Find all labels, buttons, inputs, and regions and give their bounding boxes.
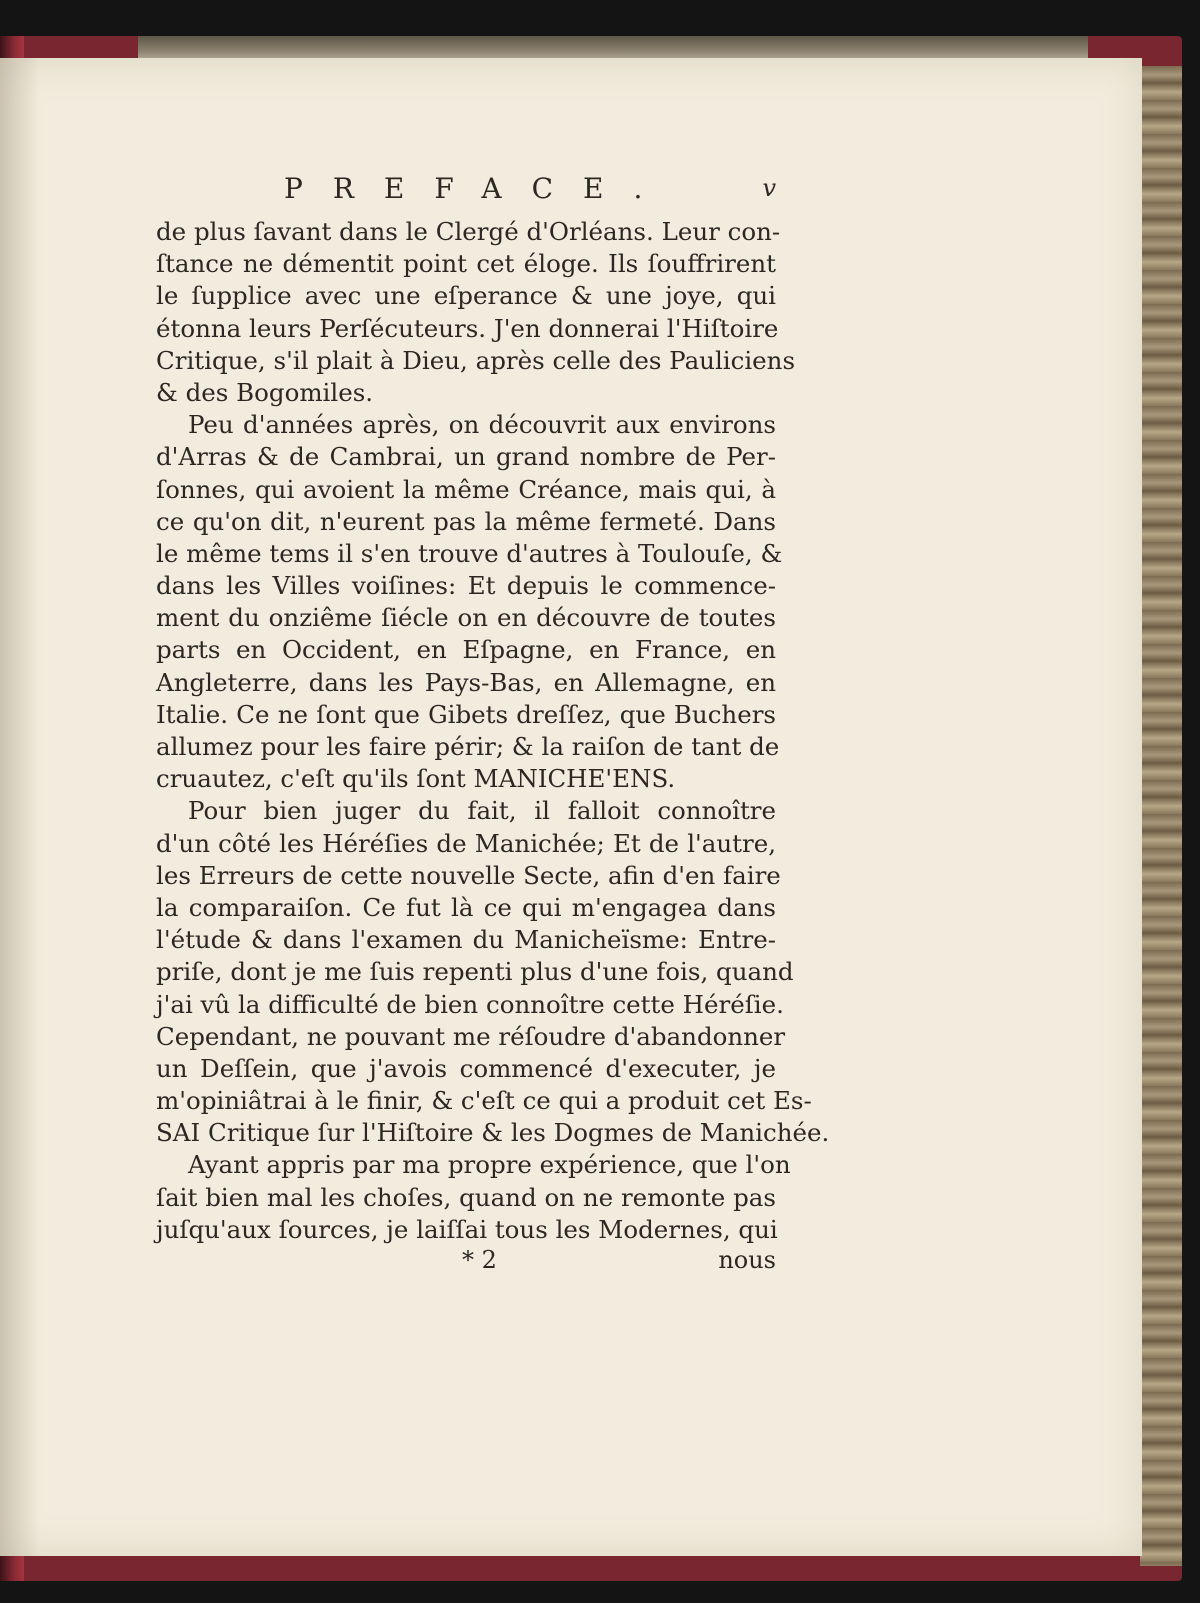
text-line: ment du onziême ſiécle on en découvre de toutes <box>156 603 776 633</box>
text-line: étonna leurs Perſécuteurs. J'en donnerai l'Hiſtoire <box>156 313 779 343</box>
text-line: ce qu'on dit, n'eurent pas la même fermeté. Dans <box>156 506 776 536</box>
text-line: Italie. Ce ne ſont que Gibets dreſſez, que Buchers <box>156 699 776 729</box>
text-line: SAI Critique ſur l'Hiſtoire & les Dogmes de Manichée. <box>156 1118 830 1148</box>
text-block <box>156 172 830 1280</box>
text-line: le ſupplice avec une eſperance & une joye, qui <box>156 281 776 311</box>
text-line: d'Arras & de Cambrai, un grand nombre de Per- <box>156 442 776 472</box>
text-line: allumez pour les faire périr; & la raiſon de tant de <box>156 732 780 761</box>
signature-mark: * 2 <box>462 1246 497 1274</box>
text-line: juſqu'aux ſources, je laiſſai tous les Modernes, qui <box>156 1214 778 1244</box>
text-line: la comparaiſon. Ce fut là ce qui m'engagea dans <box>156 892 776 922</box>
text-line: Critique, s'il plait à Dieu, après celle des Pauliciens <box>156 345 796 375</box>
page-edges-right <box>1140 66 1182 1566</box>
text-line: ſonnes, qui avoient la même Créance, mais qui, à <box>156 474 776 504</box>
page-footer <box>156 1246 776 1280</box>
text-line: les Erreurs de cette nouvelle Secte, afin d'en faire <box>156 860 781 890</box>
text-line: Peu d'années après, on découvrit aux environs <box>188 410 776 440</box>
text-line: de plus ſavant dans le Clergé d'Orléans. Leur con- <box>156 217 781 246</box>
page-gutter-shadow <box>0 58 40 1556</box>
text-line: Cependant, ne pouvant me réſoudre d'abandonner <box>156 1021 786 1051</box>
text-line: ſait bien mal les choſes, quand on ne remonte pas <box>156 1182 776 1212</box>
text-line: & des Bogomiles. <box>156 377 374 407</box>
text-line: ſtance ne démentit point cet éloge. Ils ſouffrirent <box>156 249 776 279</box>
text-line: m'opiniâtrai à le finir, & c'eſt ce qui a produit cet Es- <box>156 1086 812 1116</box>
running-head <box>156 172 776 216</box>
text-line: un Deſſein, que j'avois commencé d'executer, je <box>156 1053 776 1083</box>
body-text <box>156 216 830 1246</box>
text-line: priſe, dont je me ſuis repenti plus d'une fois, quand <box>156 957 794 987</box>
text-line: l'étude & dans l'examen du Manicheïsme: Entre- <box>156 925 776 955</box>
text-line: Ayant appris par ma propre expérience, que l'on <box>188 1150 791 1180</box>
text-line: j'ai vû la difficulté de bien connoître cette Héréſie. <box>156 989 784 1019</box>
text-line: d'un côté les Héréſies de Manichée; Et de l'autre, <box>156 828 776 858</box>
text-line: cruautez, c'eſt qu'ils ſont MANICHE'ENS. <box>156 764 676 794</box>
text-line: Pour bien juger du fait, il falloit connoître <box>188 796 776 826</box>
text-line: Angleterre, dans les Pays-Bas, en Allemagne, en <box>156 667 776 697</box>
text-line: parts en Occident, en Eſpagne, en France, en <box>156 635 776 665</box>
text-line: le même tems il s'en trouve d'autres à Toulouſe, & <box>156 538 783 568</box>
catchword: nous <box>718 1246 776 1274</box>
running-head-title: PREFACE. <box>284 172 673 205</box>
text-line: dans les Villes voiſines: Et depuis le commence- <box>156 571 776 601</box>
page-number: v <box>762 174 776 202</box>
